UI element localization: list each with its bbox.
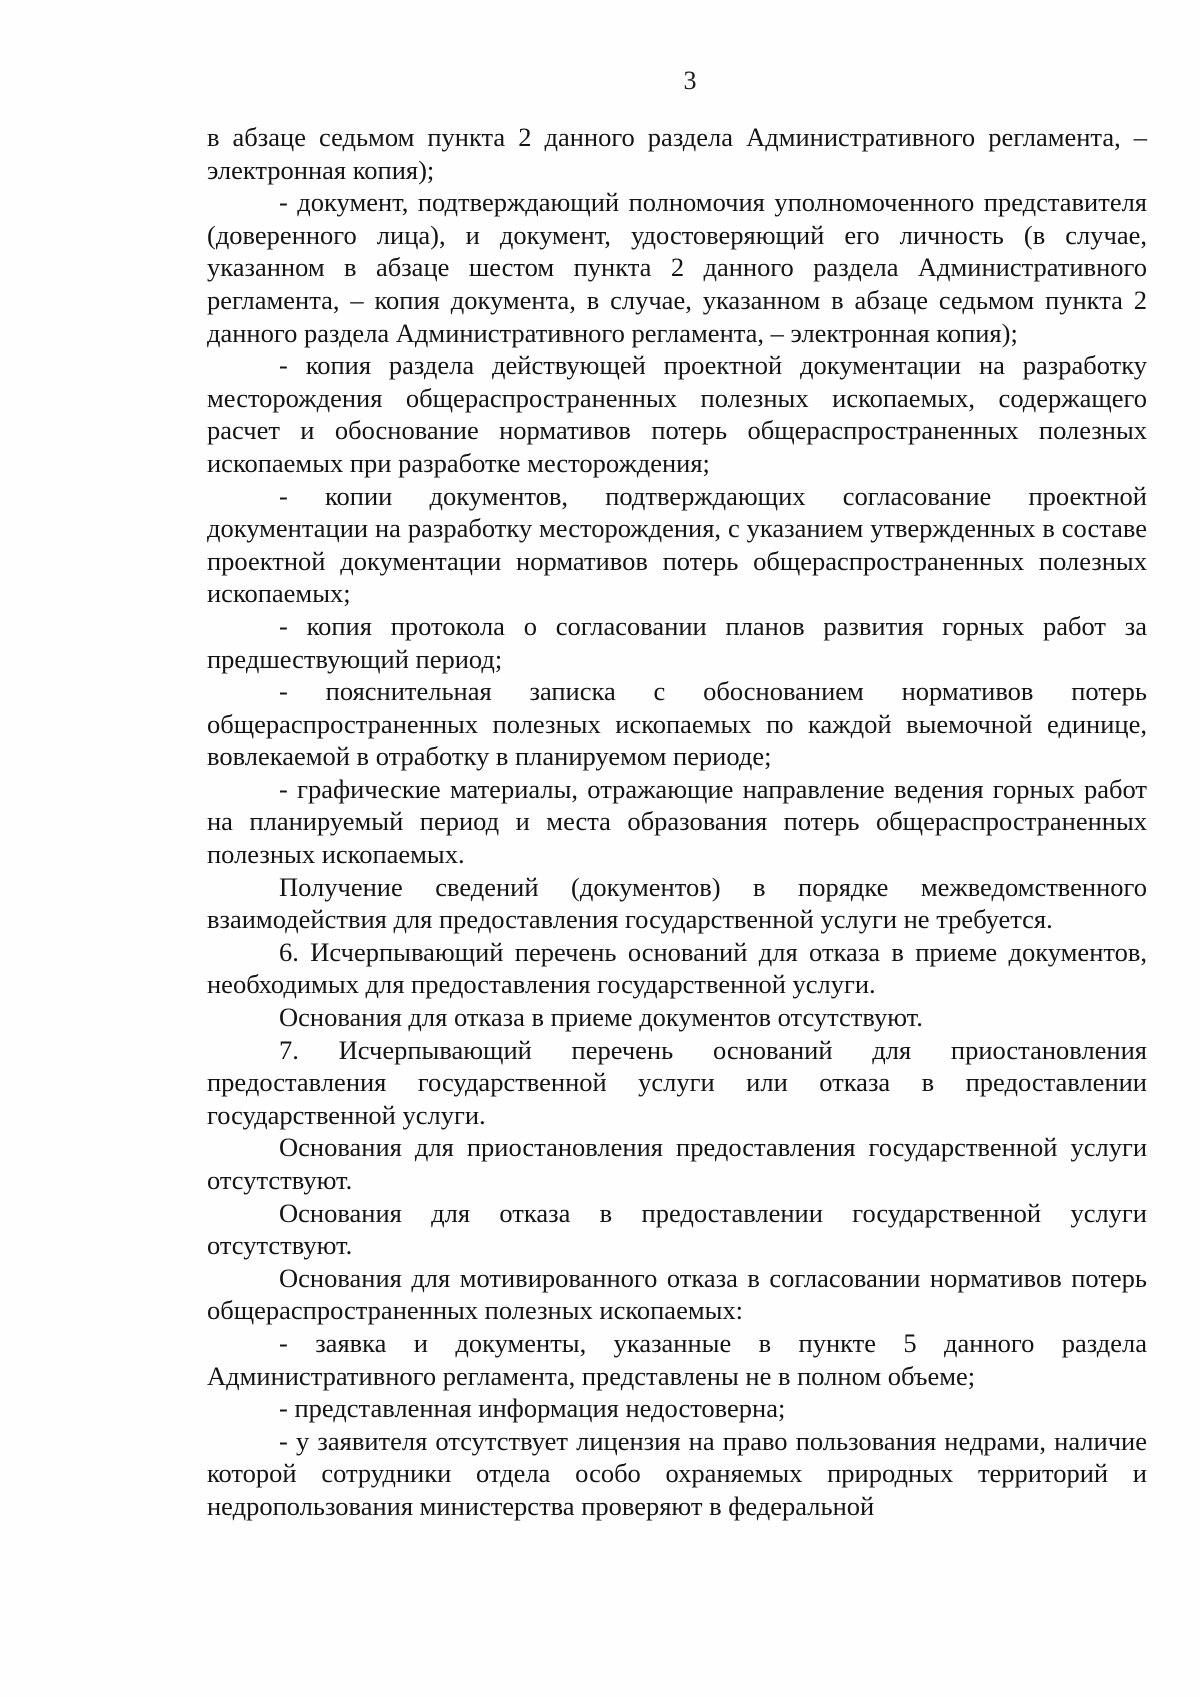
paragraph: - представленная информация недостоверна; <box>279 1393 786 1424</box>
paragraph: 6. Исчерпывающий перечень оснований для отказа в приеме документов, необходимых для предоставления государственной услуги. <box>207 936 1147 1000</box>
paragraph: - пояснительная записка с обоснованием нормативов потерь общераспространенных полезных ископаемых по каждой выемочной единице, вовлекаемой в отработку в планируемом периоде; <box>207 676 1147 772</box>
paragraph: в абзаце седьмом пункта 2 данного раздела Административного регламента, – электронная копия); <box>207 122 1147 185</box>
paragraph: Получение сведений (документов) в порядке межведомственного взаимодействия для предоставления государственной услуги не требуется. <box>207 871 1147 935</box>
page-number: 3 <box>683 66 697 95</box>
paragraph: Основания для мотивированного отказа в согласовании нормативов потерь общераспространенных полезных ископаемых: <box>207 1262 1147 1326</box>
paragraph: - копии документов, подтверждающих согласование проектной документации на разработку месторождения, с указанием утвержденных в составе проектной документации нормативов потерь общераспространенных полезных ископаемых; <box>207 480 1147 609</box>
paragraph: 7. Исчерпывающий перечень оснований для приостановления предоставления государственной услуги или отказа в предоставлении государственной услуги. <box>207 1034 1147 1130</box>
paragraph: - копия раздела действующей проектной документации на разработку месторождения общераспространенных полезных ископаемых, содержащего расчет и обоснование нормативов потерь общераспространенных полезных ископаемых при разработке месторождения; <box>207 350 1147 478</box>
paragraph: - заявка и документы, указанные в пункте 5 данного раздела Административного регламента, представлены не в полном объеме; <box>207 1327 1147 1391</box>
paragraph: - документ, подтверждающий полномочия уполномоченного представителя (доверенного лица), и документ, удостоверяющий его личность (в случае, указанном в абзаце шестом пункта 2 данного раздела Административного регламента, – копия документа, в случае, указанном в абзаце седьмом пункта 2 данного раздела Административного регламента, – электронная копия); <box>207 187 1147 348</box>
paragraph: Основания для отказа в приеме документов отсутствуют. <box>279 1002 923 1033</box>
paragraph: - графические материалы, отражающие направление ведения горных работ на планируемый период и места образования потерь общераспространенных полезных ископаемых. <box>207 773 1147 870</box>
paragraph: Основания для приостановления предоставления государственной услуги отсутствуют. <box>207 1132 1147 1195</box>
paragraph: - копия протокола о согласовании планов развития горных работ за предшествующий период; <box>207 610 1147 674</box>
paragraph: - у заявителя отсутствует лицензия на право пользования недрами, наличие которой сотрудники отдела особо охраняемых природных территорий и недропользования министерства проверяют в федеральной <box>207 1425 1147 1521</box>
document-body <box>207 121 1147 1523</box>
paragraph: Основания для отказа в предоставлении государственной услуги отсутствуют. <box>207 1197 1147 1261</box>
